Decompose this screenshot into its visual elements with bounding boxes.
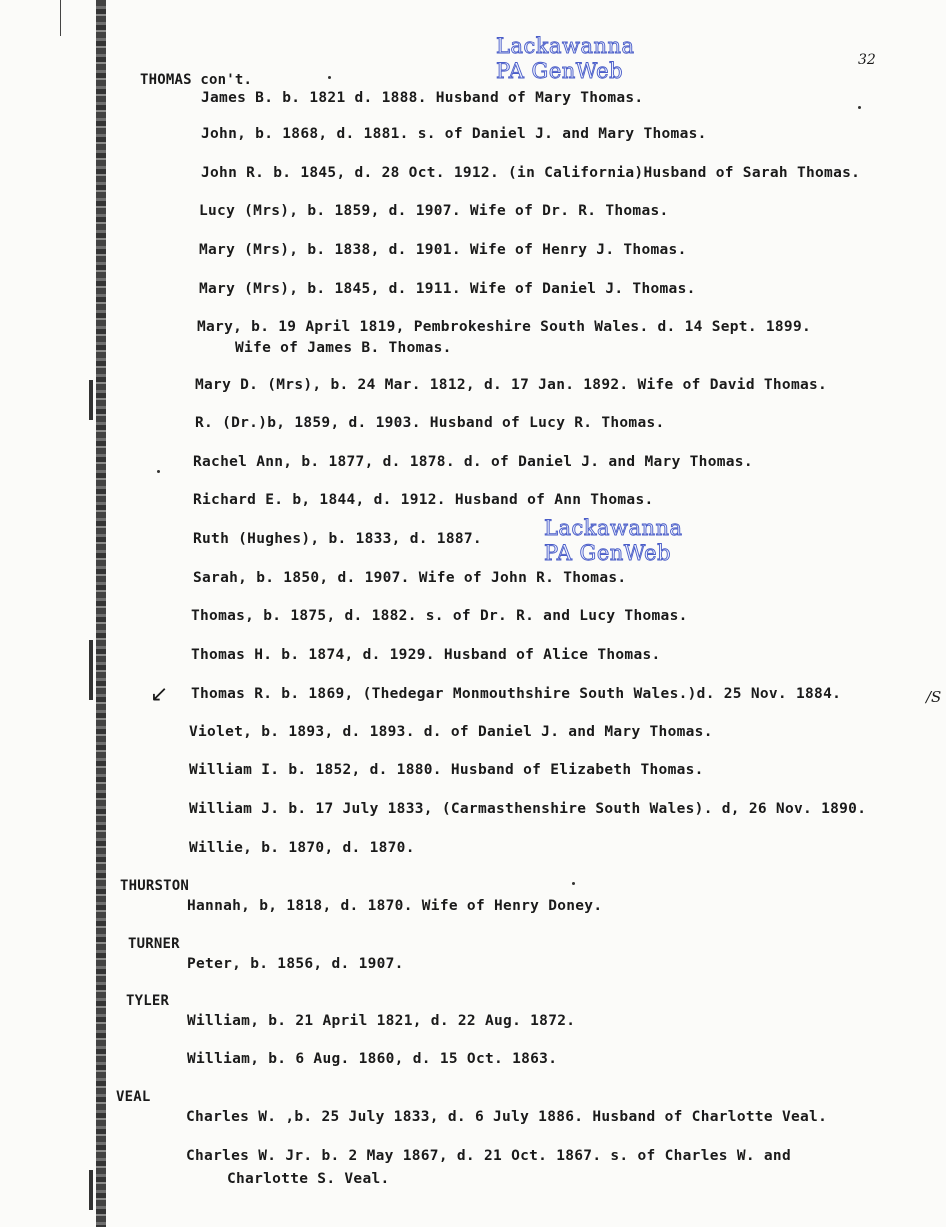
section-header-turner: TURNER [128,936,180,952]
watermark-line-2: PA GenWeb [496,59,624,83]
watermark-line-1: Lackawanna [496,34,635,58]
entry-line: Thomas R. b. 1869, (Thedegar Monmouthshire South Wales.)d. 25 Nov. 1884. [191,686,842,702]
binding-mark [89,380,93,420]
watermark-middle [544,516,683,566]
watermark-line-2: PA GenWeb [544,541,672,565]
handwritten-arrow-icon: ↙ [150,682,169,707]
entry-line: Hannah, b, 1818, d. 1870. Wife of Henry Doney. [187,898,603,914]
entry-line-continuation: Charlotte S. Veal. [227,1171,390,1187]
entry-line: Rachel Ann, b. 1877, d. 1878. d. of Daniel J. and Mary Thomas. [193,454,753,470]
binding-edge-line [60,0,61,36]
entry-line: John, b. 1868, d. 1881. s. of Daniel J. and Mary Thomas. [201,126,707,142]
entry-line: Sarah, b. 1850, d. 1907. Wife of John R. Thomas. [193,570,627,586]
entry-line: John R. b. 1845, d. 28 Oct. 1912. (in California)Husband of Sarah Thomas. [201,165,861,181]
entry-line: Mary (Mrs), b. 1838, d. 1901. Wife of Henry J. Thomas. [199,242,687,258]
section-header-thurston: THURSTON [120,878,190,894]
entry-line: Charles W. Jr. b. 2 May 1867, d. 21 Oct. 1867. s. of Charles W. and [186,1148,791,1164]
section-header-veal: VEAL [116,1089,151,1105]
entry-line: William J. b. 17 July 1833, (Carmasthenshire South Wales). d, 26 Nov. 1890. [189,801,867,817]
entry-line: William I. b. 1852, d. 1880. Husband of Elizabeth Thomas. [189,762,704,778]
binding-mark [89,1170,93,1210]
paper-speck [858,106,861,109]
entry-line: William, b. 6 Aug. 1860, d. 15 Oct. 1863. [187,1051,558,1067]
entry-line: Willie, b. 1870, d. 1870. [189,840,415,856]
margin-note: /S [926,688,942,706]
entry-line: Violet, b. 1893, d. 1893. d. of Daniel J. and Mary Thomas. [189,724,713,740]
entry-line: Thomas H. b. 1874, d. 1929. Husband of Alice Thomas. [191,647,661,663]
entry-line: Ruth (Hughes), b. 1833, d. 1887. [193,531,482,547]
binding-mark [89,640,93,700]
binding-strip [96,0,106,1227]
entry-line: Peter, b. 1856, d. 1907. [187,956,404,972]
entry-line: Mary (Mrs), b. 1845, d. 1911. Wife of Daniel J. Thomas. [199,281,696,297]
entry-line: R. (Dr.)b, 1859, d. 1903. Husband of Lucy R. Thomas. [195,415,665,431]
entry-line: Charles W. ,b. 25 July 1833, d. 6 July 1886. Husband of Charlotte Veal. [186,1109,828,1125]
entry-line: Mary, b. 19 April 1819, Pembrokeshire South Wales. d. 14 Sept. 1899. [197,319,812,335]
paper-speck [328,76,331,79]
section-header-tyler: TYLER [126,993,170,1009]
entry-line: Mary D. (Mrs), b. 24 Mar. 1812, d. 17 Jan. 1892. Wife of David Thomas. [195,377,828,393]
entry-line: Lucy (Mrs), b. 1859, d. 1907. Wife of Dr. R. Thomas. [199,203,669,219]
paper-speck [572,882,575,885]
entry-line-continuation: Wife of James B. Thomas. [235,340,452,356]
entry-line: Thomas, b. 1875, d. 1882. s. of Dr. R. and Lucy Thomas. [191,608,688,624]
entry-line: James B. b. 1821 d. 1888. Husband of Mary Thomas. [201,90,644,106]
watermark-top [496,34,635,84]
paper-speck [157,470,160,473]
section-header-thomas: THOMAS con't. [140,72,253,88]
watermark-line-1: Lackawanna [544,516,683,540]
entry-line: William, b. 21 April 1821, d. 22 Aug. 1872. [187,1013,576,1029]
entry-line: Richard E. b, 1844, d. 1912. Husband of Ann Thomas. [193,492,654,508]
page-number: 32 [858,52,876,68]
